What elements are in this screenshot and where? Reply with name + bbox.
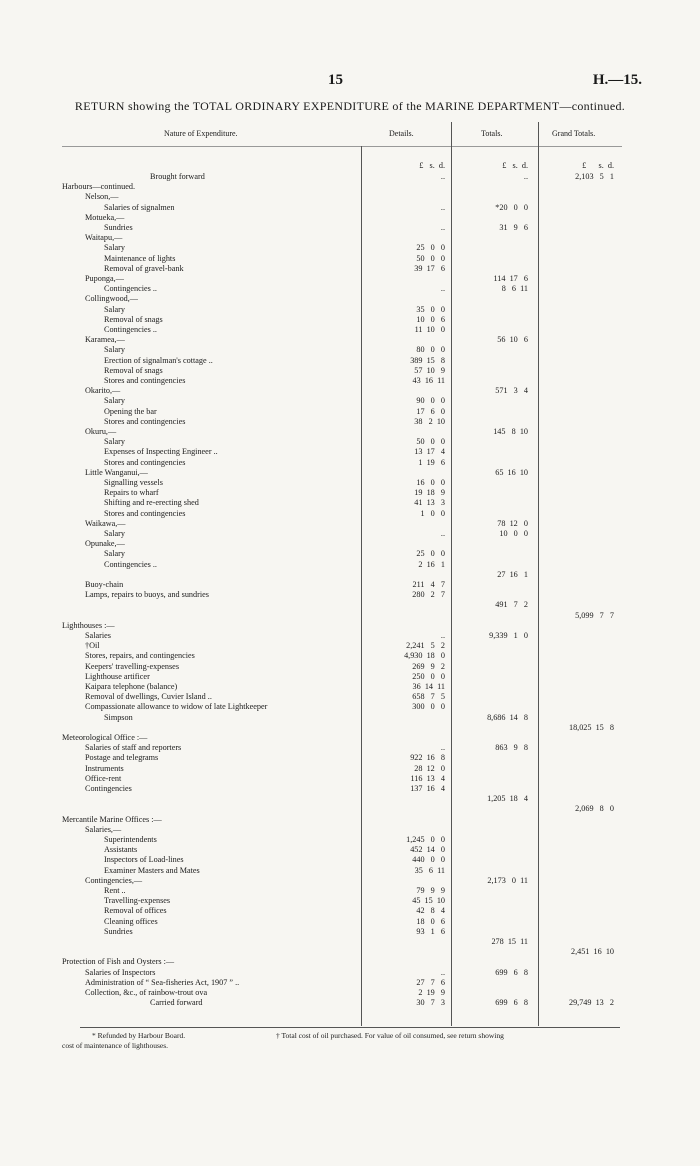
details-value: 38 2 10: [414, 416, 445, 426]
details-value: ..: [440, 223, 445, 232]
details-value: 922 16 8: [410, 753, 445, 763]
row-label: Opening the bar: [104, 406, 157, 416]
currency-label: £ s. d.: [502, 161, 528, 170]
details-value: 25 0 0: [416, 549, 445, 559]
footnote-oil: † Total cost of oil purchased. For value of oil consumed, see return showing: [276, 1031, 504, 1040]
details-value: 17 6 0: [416, 406, 445, 416]
details-value: 2 19 9: [418, 988, 445, 997]
row-label: Lamps, repairs to buoys, and sundries: [85, 590, 209, 600]
row-label: Waitapu,—: [85, 233, 123, 243]
grand-total-value: 2,451 16 10: [571, 947, 614, 957]
details-value: 41 13 3: [414, 498, 445, 508]
row-label: Lighthouse artificer: [85, 671, 150, 681]
row-label: Mercantile Marine Offices :—: [62, 814, 162, 824]
row-label: Shifting and re-erecting shed: [104, 498, 199, 508]
row-label: Erection of signalman's cottage ..: [104, 355, 213, 365]
details-value: 4,930 18 0: [404, 651, 445, 661]
details-value: 39 17 6: [414, 263, 445, 273]
details-value: 11 10 0: [414, 325, 445, 334]
row-label: Lighthouses :—: [62, 620, 115, 630]
grand-total-value: 5,099 7 7: [575, 610, 614, 620]
row-label: Meteorological Office :—: [62, 733, 148, 742]
row-label: Removal of gravel-bank: [104, 263, 184, 273]
details-value: 35 0 0: [416, 304, 445, 314]
details-value: 50 0 0: [416, 437, 445, 447]
totals-value: 491 7 2: [495, 600, 528, 610]
row-label: †Oil: [85, 641, 100, 651]
totals-value: *20 0 0: [495, 202, 528, 212]
row-label: Karamea,—: [85, 335, 125, 345]
row-label: Sundries: [104, 926, 133, 936]
currency-label: £ s. d.: [582, 161, 614, 170]
row-label: Salary: [104, 243, 125, 253]
row-label: Signalling vessels: [104, 478, 163, 487]
details-value: ..: [440, 529, 445, 538]
details-value: 658 7 5: [412, 692, 445, 702]
totals-value: 863 9 8: [495, 743, 528, 753]
footnote-continued: cost of maintenance of lighthouses.: [62, 1041, 169, 1050]
header-grand-totals: Grand Totals.: [552, 129, 596, 138]
row-label: Stores and contingencies: [104, 508, 186, 518]
details-value: 27 7 6: [416, 977, 445, 987]
row-label: Administration of “ Sea-fisheries Act, 1907 ” ..: [85, 977, 240, 987]
details-value: 19 18 9: [414, 488, 445, 498]
row-label: Salaries,—: [85, 824, 122, 834]
totals-value: 56 10 6: [497, 335, 528, 345]
row-label: Examiner Masters and Mates: [104, 865, 200, 875]
row-label: Contingencies,—: [85, 875, 143, 885]
row-label: Office-rent: [85, 773, 122, 783]
row-label: Opunake,—: [85, 539, 125, 549]
row-label: Compassionate allowance to widow of late Lightkeeper: [85, 702, 268, 712]
grand-total-value: 29,749 13 2: [568, 998, 614, 1008]
details-value: ..: [440, 284, 445, 294]
row-label: Cleaning offices: [104, 916, 158, 926]
row-label: Protection of Fish and Oysters :—: [62, 957, 175, 967]
details-value: 269 9 2: [412, 661, 445, 671]
details-value: 1 0 0: [420, 508, 445, 518]
row-label: Waikawa,—: [85, 518, 126, 528]
grand-total-value: 18,025 15 8: [568, 722, 614, 732]
details-value: 280 2 7: [412, 590, 445, 600]
row-label: Salaries: [85, 631, 111, 640]
row-label: Collection, &c., of rainbow-trout ova: [85, 988, 208, 997]
row-label: Kaipara telephone (balance): [85, 682, 178, 691]
row-label: Stores and contingencies: [104, 457, 186, 467]
details-value: 211 4 7: [412, 580, 445, 589]
row-label: Contingencies ..: [104, 284, 157, 294]
details-value: 36 14 11: [412, 682, 445, 691]
details-value: 2,241 5 2: [406, 641, 445, 651]
details-value: 13 17 4: [414, 447, 445, 457]
row-label: Salary: [104, 396, 125, 406]
totals-value: 31 9 6: [499, 223, 528, 232]
table-row: [0, 997, 700, 1008]
row-label: Little Wanganui,—: [85, 467, 148, 477]
row-label: Brought forward: [150, 172, 205, 181]
row-label: Keepers' travelling-expenses: [85, 661, 180, 671]
row-label: Salary: [104, 345, 125, 355]
row-label: Contingencies: [85, 784, 132, 793]
row-label: Postage and telegrams: [85, 753, 159, 763]
totals-value: 8,686 14 8: [487, 712, 528, 722]
totals-value: 1,205 18 4: [487, 794, 528, 804]
details-value: 18 0 6: [416, 916, 445, 926]
details-value: 389 15 8: [410, 355, 445, 365]
row-label: Okuru,—: [85, 427, 117, 436]
grand-total-value: 2,069 8 0: [575, 804, 614, 814]
details-value: 1,245 0 0: [406, 835, 445, 844]
row-label: Buoy-chain: [85, 580, 124, 589]
row-label: Inspectors of Load-lines: [104, 855, 184, 865]
row-label: Simpson: [104, 712, 133, 722]
details-value: 1 19 6: [418, 457, 445, 467]
row-label: Harbours—continued.: [62, 182, 135, 192]
row-label: Stores and contingencies: [104, 416, 186, 426]
row-label: Salaries of Inspectors: [85, 967, 156, 977]
header-details: Details.: [389, 129, 414, 138]
currency-label: £ s. d.: [419, 161, 445, 170]
details-value: 28 12 0: [414, 763, 445, 773]
totals-value: ..: [523, 172, 528, 181]
row-label: Rent ..: [104, 886, 126, 895]
details-value: 137 16 4: [410, 784, 445, 793]
details-value: 93 1 6: [416, 926, 445, 936]
row-label: Salary: [104, 304, 125, 314]
totals-value: 27 16 1: [497, 569, 528, 579]
totals-value: 278 15 11: [491, 937, 528, 946]
row-label: Salary: [104, 437, 125, 447]
footnote-refunded: * Refunded by Harbour Board.: [92, 1031, 186, 1040]
document-reference: H.—15.: [592, 72, 642, 88]
row-label: Contingencies ..: [104, 559, 157, 569]
details-value: 116 13 4: [410, 773, 445, 783]
details-value: ..: [440, 631, 445, 640]
totals-value: 2,173 0 11: [487, 875, 528, 885]
totals-value: 571 3 4: [495, 386, 528, 396]
details-value: 79 9 9: [416, 886, 445, 895]
details-value: 452 14 0: [410, 845, 445, 855]
row-label: Salaries of signalmen: [104, 202, 175, 212]
row-label: Instruments: [85, 763, 124, 773]
details-value: 43 16 11: [412, 376, 445, 385]
details-value: ..: [440, 172, 445, 181]
header-totals: Totals.: [481, 129, 503, 138]
totals-value: 78 12 0: [497, 518, 528, 528]
row-label: Nelson,—: [85, 192, 119, 202]
details-value: 2 16 1: [418, 559, 445, 569]
details-value: 250 0 0: [412, 671, 445, 681]
row-label: Repairs to wharf: [104, 488, 159, 498]
row-label: Expenses of Inspecting Engineer ..: [104, 447, 218, 457]
grand-total-value: 2,103 5 1: [575, 172, 614, 181]
row-label: Travelling-expenses: [104, 896, 171, 906]
details-value: ..: [440, 967, 445, 977]
row-label: Contingencies ..: [104, 325, 157, 334]
totals-value: 10 0 0: [499, 529, 528, 538]
totals-value: 65 16 10: [495, 467, 528, 477]
footer-rule: [80, 1027, 620, 1028]
currency-grand: [0, 160, 700, 171]
details-value: 300 0 0: [412, 702, 445, 712]
row-label: Stores, repairs, and contingencies: [85, 651, 195, 661]
totals-value: 145 8 10: [493, 427, 528, 436]
details-value: 90 0 0: [416, 396, 445, 406]
header-nature: Nature of Expenditure.: [164, 129, 238, 138]
row-label: Removal of offices: [104, 906, 167, 916]
totals-value: 699 6 8: [495, 998, 528, 1008]
row-label: Maintenance of lights: [104, 253, 176, 263]
totals-value: 8 6 11: [501, 284, 528, 294]
row-label: Removal of snags: [104, 314, 163, 324]
details-value: 30 7 3: [416, 998, 445, 1008]
row-label: Superintendents: [104, 835, 157, 844]
totals-value: 699 6 8: [495, 967, 528, 977]
details-value: ..: [440, 202, 445, 212]
row-label: Motueka,—: [85, 212, 125, 222]
totals-value: 9,339 1 0: [489, 631, 528, 640]
row-label: Salary: [104, 529, 125, 538]
details-value: 16 0 0: [416, 478, 445, 487]
row-label: Salary: [104, 549, 125, 559]
details-value: 57 10 9: [414, 365, 445, 375]
row-label: Okarito,—: [85, 386, 121, 396]
row-label: Removal of dwellings, Cuvier Island ..: [85, 692, 212, 702]
row-label: Carried forward: [150, 998, 203, 1008]
row-label: Stores and contingencies: [104, 376, 186, 385]
details-value: ..: [440, 743, 445, 753]
details-value: 80 0 0: [416, 345, 445, 355]
row-label: Removal of snags: [104, 365, 163, 375]
details-value: 440 0 0: [412, 855, 445, 865]
details-value: 10 0 6: [416, 314, 445, 324]
details-value: 42 8 4: [416, 906, 445, 916]
details-value: 25 0 0: [416, 243, 445, 253]
page-number: 15: [328, 72, 343, 88]
details-value: 35 6 11: [414, 865, 445, 875]
details-value: 50 0 0: [416, 253, 445, 263]
totals-value: 114 17 6: [493, 274, 528, 283]
return-title: RETURN showing the TOTAL ORDINARY EXPENDITURE of the MARINE DEPARTMENT—continued.: [74, 99, 626, 113]
row-label: Collingwood,—: [85, 294, 138, 304]
row-label: Puponga,—: [85, 274, 124, 283]
row-label: Sundries: [104, 223, 133, 232]
details-value: 45 15 10: [412, 896, 445, 906]
row-label: Assistants: [104, 845, 138, 855]
row-label: Salaries of staff and reporters: [85, 743, 182, 753]
